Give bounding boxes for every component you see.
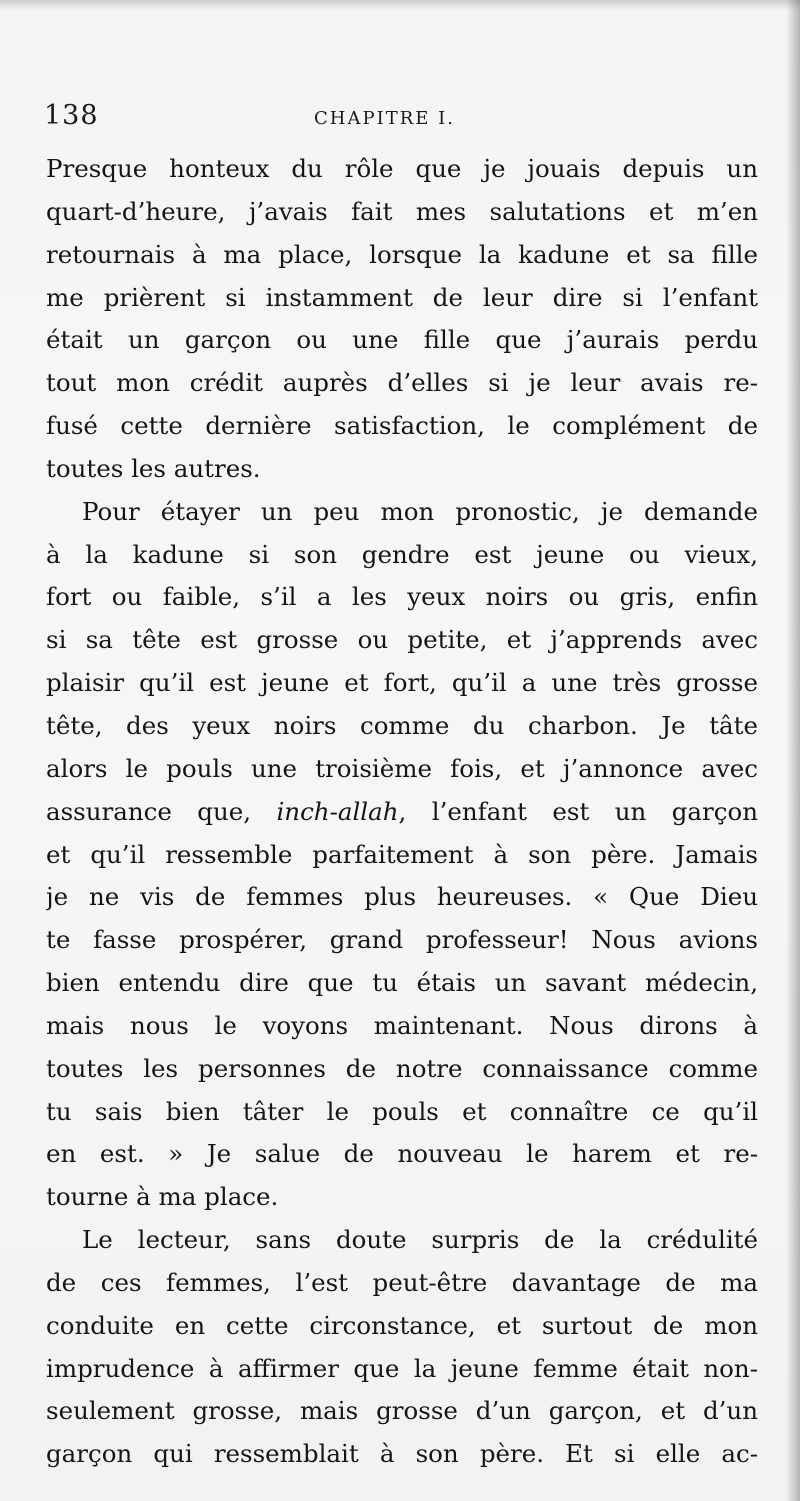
text-line: bien entendu dire que tu étais un savant médecin, bbox=[46, 968, 758, 998]
text-line: Pour étayer un peu mon pronostic, je demande bbox=[82, 496, 758, 526]
text-line: fusé cette dernière satisfaction, le complément de bbox=[46, 411, 758, 441]
page-top-shadow bbox=[0, 0, 800, 10]
text-line: te fasse prospérer, grand professeur! Nous avions bbox=[46, 925, 758, 955]
page-gutter-shadow bbox=[786, 0, 800, 1501]
text-line: en est. » Je salue de nouveau le harem et re- bbox=[46, 1139, 758, 1169]
text-line: toutes les personnes de notre connaissance comme bbox=[46, 1053, 758, 1083]
text-line: tout mon crédit auprès d’elles si je leur avais re- bbox=[46, 368, 758, 398]
text-line: tête, des yeux noirs comme du charbon. Je tâte bbox=[46, 710, 758, 740]
text-line: je ne vis de femmes plus heureuses. « Que Dieu bbox=[46, 882, 758, 912]
body-text bbox=[46, 148, 758, 1476]
text-line: plaisir qu’il est jeune et fort, qu’il a une très grosse bbox=[46, 668, 758, 698]
text-segment: assurance que, bbox=[46, 796, 277, 826]
page-header bbox=[44, 98, 760, 138]
text-line: garçon qui ressemblait à son père. Et si elle ac- bbox=[46, 1439, 758, 1469]
paragraph-2 bbox=[46, 491, 758, 1219]
text-line: conduite en cette circonstance, et surtout de mon bbox=[46, 1310, 758, 1340]
text-line: mais nous le voyons maintenant. Nous dirons à bbox=[46, 1010, 758, 1040]
running-head: CHAPITRE I. bbox=[314, 108, 455, 129]
text-line: retournais à ma place, lorsque la kadune et sa fille bbox=[46, 239, 758, 269]
text-line: Presque honteux du rôle que je jouais depuis un bbox=[46, 154, 758, 183]
text-line: quart-d’heure, j’avais fait mes salutations et m’en bbox=[46, 196, 758, 226]
text-line: tu sais bien tâter le pouls et connaître ce qu’il bbox=[46, 1096, 758, 1126]
text-line: toutes les autres. bbox=[46, 453, 261, 483]
page-number: 138 bbox=[44, 100, 99, 131]
text-line: et qu’il ressemble parfaitement à son père. Jamais bbox=[46, 839, 758, 869]
text-line: de ces femmes, l’est peut-être davantage de ma bbox=[46, 1267, 758, 1297]
text-line: à la kadune si son gendre est jeune ou vieux, bbox=[46, 539, 758, 569]
text-line: imprudence à affirmer que la jeune femme était non- bbox=[46, 1353, 758, 1383]
text-line-with-italic bbox=[46, 791, 758, 834]
text-segment: , l’enfant est un garçon bbox=[398, 796, 758, 826]
text-line: tourne à ma place. bbox=[46, 1182, 279, 1212]
text-line: Le lecteur, sans doute surpris de la crédulité bbox=[82, 1225, 758, 1255]
text-line: si sa tête est grosse ou petite, et j’apprends avec bbox=[46, 625, 758, 655]
text-line: alors le pouls une troisième fois, et j’annonce avec bbox=[46, 753, 758, 783]
paragraph-1 bbox=[46, 148, 758, 491]
text-line: me prièrent si instamment de leur dire si l’enfant bbox=[46, 282, 758, 312]
paragraph-3 bbox=[46, 1219, 758, 1476]
text-line: seulement grosse, mais grosse d’un garçon, et d’un bbox=[46, 1396, 758, 1426]
text-line: était un garçon ou une fille que j’aurais perdu bbox=[46, 325, 758, 355]
italic-term: inch-allah bbox=[276, 796, 399, 826]
text-line: fort ou faible, s’il a les yeux noirs ou gris, enfin bbox=[46, 582, 758, 612]
